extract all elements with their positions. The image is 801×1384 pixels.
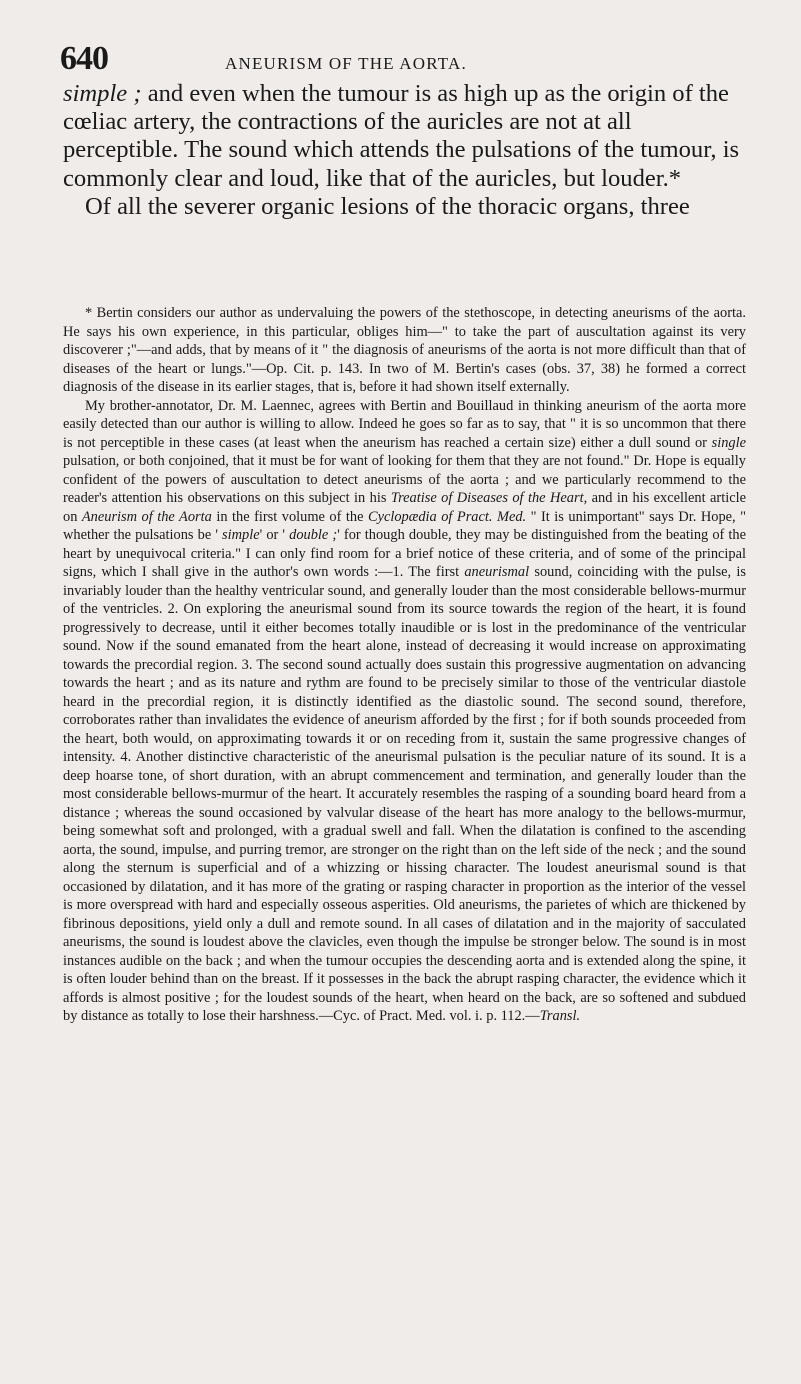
italic-text: single	[711, 434, 746, 451]
footnote-text: sound, coinciding with the pulse, is invariably louder than the healthy ventricular sound, and generally louder than the most considerable bellows-murmur of the ventricles. 2. On exploring the aneurismal sound from its source towards the region of the heart, it is found progressively to decrease, until it either becomes totally inaudible or is lost in the predominance of the ventricular sound. Now if the sound emanated from the heart alone, instead of decreasing it would increase on approximating towards the precordial region. 3. The second sound actually does sustain this progressive augmentation on advancing towards the heart ; and as its nature and rythm are found to be precisely similar to those of the ventricular diastole heard in the precordial region, it is distinctly identified as the diastolic sound. The second sound, therefore, corroborates rather than invalidates the evidence of aneurism afforded by the first ; for if both sounds proceeded from the heart, both would, on approximating towards it or on receding from it, sustain the same progressive changes of intensity. 4. Another distinctive characteristic of the aneurismal pulsation is the peculiar nature of its sound. It is a deep hoarse tone, of short duration, with an abrupt commencement and termination, and generally louder than the most considerable bellows-murmur of the heart. It accurately resembles the rasping of a sounding board heard from a distance ; whereas the sound occasioned by valvular disease of the heart has more analogy to the bellows-murmur, being somewhat soft and prolonged, with a gradual swell and fall. When the dilatation is confined to the ascending aorta, the sound, impulse, and purring tremor, are stronger on the right than on the left side of the neck ; and the sound along the sternum is superficial and of a whizzing or hissing character. The loudest aneurismal sound is that occasioned by dilatation, and it has more of the grating or rasping character in proportion as the interior of the vessel is more overspread with hard and especially osseous asperities. Old aneurisms, the parietes of which are thickened by fibrinous depositions, yield only a dull and remote sound. In all cases of dilatation and in the majority of sacculated aneurisms, the sound is loudest above the clavicles, even though the impulse be stronger below. The sound is in most instances audible on the back ; and when the tumour occupies the descending aorta and is extended along the spine, it is often louder behind than on the breast. If it possesses in the back the abrupt rasping character, the evidence which it affords is almost positive ; for the loudest sounds of the heart, when heard on the back, are so softened and subdued by distance as totally to lose their harshness.—Cyc. of Pract. Med. vol. i. p. 112.—	[63, 564, 746, 1024]
journal-title: Cyclopædia of Pract. Med.	[367, 508, 527, 525]
book-title: Treatise of Diseases of the Heart,	[390, 490, 588, 506]
italic-text: double ;	[289, 527, 338, 543]
footnote-text: ' for though double, they may be distinguished from the beating of the heart by unequivocal criteria." I can only find room for a brief notice of these criteria, and of some of the principal signs, which I shall give in the author's own words :—1. The first	[63, 527, 747, 580]
body-paragraph	[63, 80, 746, 193]
body-paragraph: Of all the severer organic lesions of the thoracic organs, three	[85, 192, 690, 220]
footnote-text: ' or '	[259, 527, 290, 543]
italic-text: simple ;	[63, 80, 142, 107]
page-header	[60, 40, 750, 80]
footnote-text: in the first volume of the	[211, 508, 368, 525]
footnote-paragraph: * Bertin considers our author as undervaluing the powers of the stethoscope, in detecting aneurisms of the aorta. He says his own experience, in this particular, obliges him—" to take the part of auscultation against its very discoverer ;"—and adds, that by means of it " the diagnosis of aneurisms of the aorta is not more difficult than that of diseases of the heart or lungs."—Op. Cit. p. 143. In two of M. Bertin's cases (obs. 37, 38) he formed a correct diagnosis of the disease in its earlier stages, that is, before it had shown itself externally.	[63, 305, 746, 395]
translator-signature: Transl.	[539, 1008, 581, 1024]
italic-text: aneurismal	[464, 564, 530, 580]
article-title: Aneurism of the Aorta	[81, 508, 212, 525]
footnote	[63, 304, 746, 1026]
footnote-text: pulsation, or both conjoined, that it must be for want of looking for them that they are not found." Dr. Hope is equally confident of the powers of auscultation to detect aneurisms of the aorta ; and we particularly recommend to the reader's attention his observations on this subject in his	[63, 453, 746, 506]
main-text	[63, 80, 746, 221]
footnote-paragraph	[63, 397, 746, 1026]
footnote-text: My brother-annotator, Dr. M. Laennec, agrees with Bertin and Bouillaud in thinking aneurism of the aorta more easily detected than our author is willing to allow. Indeed he goes so far as to say, that " it is so uncommon that there is not perceptible in these cases (at least when the aneurism has reached a certain size) either a dull sound or	[63, 397, 746, 451]
footnote-text: " It is unimportant" says Dr. Hope, " whether the pulsations be '	[63, 508, 746, 543]
body-text: and even when the tumour is as high up as the origin of the cœliac artery, the contractions of the auricles are not at all perceptible. The sound which attends the pulsations of the tumour, is commonly clear and loud, like that of the auricles, but louder.*	[63, 80, 740, 192]
italic-text: simple	[222, 527, 260, 543]
running-head: ANEURISM OF THE AORTA.	[225, 54, 467, 73]
footnote-text: and in his excellent article on	[63, 490, 746, 525]
page-number: 640	[60, 40, 108, 77]
